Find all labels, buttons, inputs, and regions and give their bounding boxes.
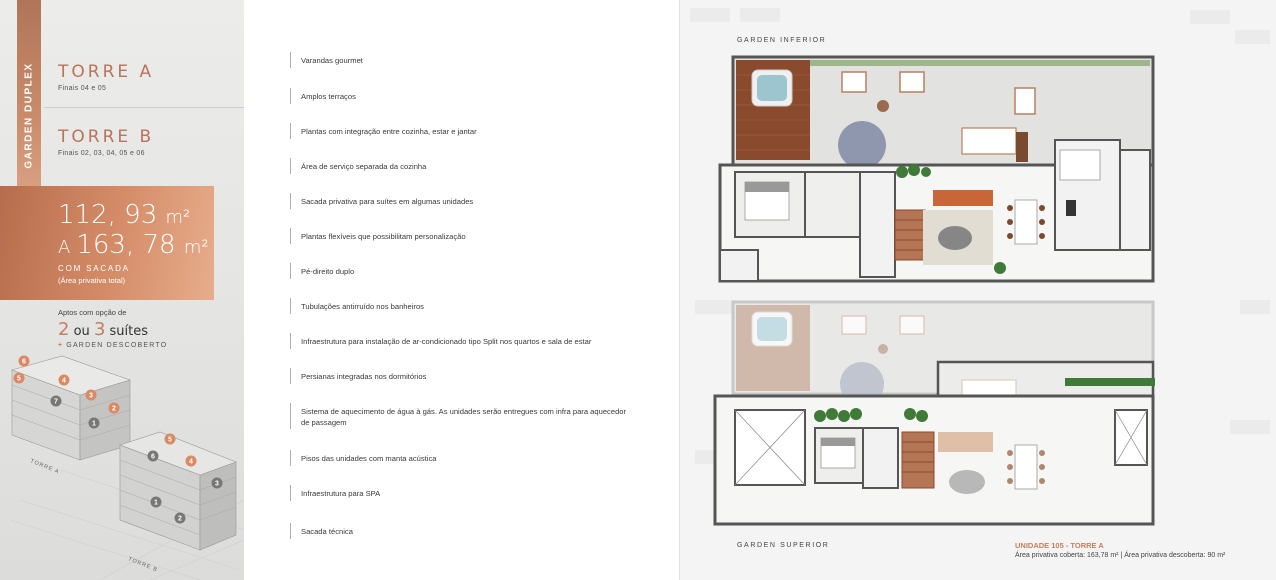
marker-1b bbox=[151, 497, 162, 508]
feature-bullet bbox=[290, 158, 291, 174]
feature-bullet bbox=[290, 333, 291, 349]
feature-text: Persianas integradas nos dormitórios bbox=[301, 372, 427, 381]
feature-item bbox=[290, 485, 380, 501]
marker-6a bbox=[19, 356, 30, 367]
svg-text:5: 5 bbox=[17, 375, 21, 383]
feature-text: Infraestrutura para instalação de ar-condicionado tipo Split nos quartos e sala de estar bbox=[301, 337, 592, 346]
feature-bullet bbox=[290, 368, 291, 384]
tower-b-finals: Finais 02, 03, 04, 05 e 06 bbox=[58, 150, 145, 157]
feature-item bbox=[290, 88, 356, 104]
suites-or: ou bbox=[73, 324, 90, 339]
area-min bbox=[58, 200, 190, 230]
suites-options bbox=[58, 319, 167, 340]
svg-text:4: 4 bbox=[189, 458, 193, 466]
label-garden-inferior: GARDEN INFERIOR bbox=[737, 37, 827, 44]
feature-item bbox=[290, 450, 437, 466]
feature-text: Tubulações antirruído nos banheiros bbox=[301, 302, 424, 311]
marker-2b bbox=[175, 513, 186, 524]
marker-4b bbox=[186, 456, 197, 467]
stairs bbox=[895, 210, 925, 260]
feature-bullet bbox=[290, 123, 291, 139]
feature-item bbox=[290, 52, 363, 68]
svg-text:2: 2 bbox=[178, 515, 182, 523]
tower-a-finals: Finais 04 e 05 bbox=[58, 85, 107, 92]
building-illustration bbox=[0, 350, 244, 580]
feature-text: Sacada privativa para suítes em algumas unidades bbox=[301, 197, 474, 206]
svg-text:2: 2 bbox=[112, 405, 116, 413]
feature-text: Área de serviço separada da cozinha bbox=[301, 162, 427, 171]
lower-plan bbox=[720, 57, 1153, 281]
label-garden-superior: GARDEN SUPERIOR bbox=[737, 542, 830, 549]
area-note-detail: (Área privativa total) bbox=[58, 276, 126, 285]
marker-4a bbox=[59, 375, 70, 386]
svg-text:6: 6 bbox=[22, 358, 26, 366]
feature-item bbox=[290, 263, 354, 279]
feature-text: Varandas gourmet bbox=[301, 56, 363, 65]
upper-plan bbox=[715, 302, 1155, 524]
tower-b-title: TORRE B bbox=[58, 127, 155, 147]
feature-text: Infraestrutura para SPA bbox=[301, 489, 381, 498]
floor-plan-panel bbox=[679, 0, 1276, 580]
svg-text:1: 1 bbox=[154, 499, 158, 507]
marker-5a bbox=[14, 373, 25, 384]
tower-b-block bbox=[120, 432, 236, 550]
feature-text: Plantas com integração entre cozinha, estar e jantar bbox=[301, 127, 477, 136]
feature-item bbox=[290, 123, 477, 139]
area-box bbox=[0, 186, 214, 300]
feature-item bbox=[290, 403, 631, 429]
area-max-unit: m² bbox=[183, 237, 209, 258]
label-torre-b: TORRE B bbox=[127, 556, 159, 574]
suites-num-2: 2 bbox=[58, 319, 70, 340]
suites-intro: Aptos com opção de bbox=[58, 308, 127, 317]
marker-3a bbox=[86, 390, 97, 401]
tower-b bbox=[58, 127, 154, 157]
svg-text:5: 5 bbox=[168, 436, 172, 444]
label-torre-a: TORRE A bbox=[29, 458, 61, 476]
left-panel bbox=[0, 0, 244, 580]
area-min-unit: m² bbox=[165, 207, 191, 228]
divider bbox=[44, 107, 244, 108]
marker-5b bbox=[165, 434, 176, 445]
feature-bullet bbox=[290, 298, 291, 314]
area-note: COM SACADA bbox=[58, 264, 130, 273]
svg-text:7: 7 bbox=[54, 398, 58, 406]
garden-descoberto bbox=[58, 342, 167, 349]
feature-item bbox=[290, 298, 424, 314]
feature-bullet bbox=[290, 523, 291, 539]
feature-text: Pé-direito duplo bbox=[301, 267, 355, 276]
svg-text:3: 3 bbox=[215, 480, 219, 488]
area-max bbox=[58, 230, 209, 260]
svg-text:4: 4 bbox=[62, 377, 66, 385]
svg-text:1: 1 bbox=[92, 420, 96, 428]
marker-2a bbox=[109, 403, 120, 414]
marker-3b bbox=[212, 478, 223, 489]
vertical-label-wrap bbox=[17, 60, 41, 170]
feature-bullet bbox=[290, 403, 291, 429]
feature-bullet bbox=[290, 450, 291, 466]
feature-bullet bbox=[290, 485, 291, 501]
feature-text: Sistema de aquecimento de água à gás. As unidades serão entregues com infra para aquecedor de passagem bbox=[301, 407, 627, 427]
suites-info bbox=[58, 308, 167, 349]
marker-7a bbox=[51, 396, 62, 407]
feature-item bbox=[290, 158, 426, 174]
feature-bullet bbox=[290, 88, 291, 104]
suites-label: suítes bbox=[109, 324, 149, 339]
feature-text: Pisos das unidades com manta acústica bbox=[301, 454, 437, 463]
marker-6b bbox=[148, 451, 159, 462]
feature-text: Sacada técnica bbox=[301, 527, 353, 536]
tower-a bbox=[58, 62, 154, 92]
feature-item bbox=[290, 333, 591, 349]
svg-text:6: 6 bbox=[151, 453, 155, 461]
tower-a-title: TORRE A bbox=[58, 62, 155, 82]
plus-icon: + bbox=[58, 342, 64, 349]
feature-item bbox=[290, 228, 466, 244]
vertical-label: GARDEN DUPLEX bbox=[23, 61, 35, 169]
marker-1a bbox=[89, 418, 100, 429]
feature-text: Amplos terraços bbox=[301, 92, 356, 101]
unit-area-info: Área privativa coberta: 163,78 m² | Área privativa descoberta: 90 m² bbox=[1015, 552, 1226, 559]
feature-bullet bbox=[290, 228, 291, 244]
floor-plan-lower bbox=[680, 0, 1276, 580]
area-max-value: 163, 78 bbox=[76, 230, 176, 260]
area-min-value: 112, 93 bbox=[58, 200, 158, 230]
feature-item bbox=[290, 193, 473, 209]
feature-bullet bbox=[290, 263, 291, 279]
feature-item bbox=[290, 368, 426, 384]
area-prefix: A bbox=[58, 237, 71, 258]
feature-item bbox=[290, 523, 353, 539]
feature-bullet bbox=[290, 193, 291, 209]
unit-title: UNIDADE 105 - TORRE A bbox=[1015, 541, 1104, 550]
suites-num-3: 3 bbox=[93, 319, 106, 340]
svg-text:3: 3 bbox=[89, 392, 93, 400]
garden-descoberto-label: GARDEN DESCOBERTO bbox=[66, 342, 168, 349]
feature-text: Plantas flexíveis que possibilitam personalização bbox=[301, 232, 466, 241]
feature-bullet bbox=[290, 52, 291, 68]
